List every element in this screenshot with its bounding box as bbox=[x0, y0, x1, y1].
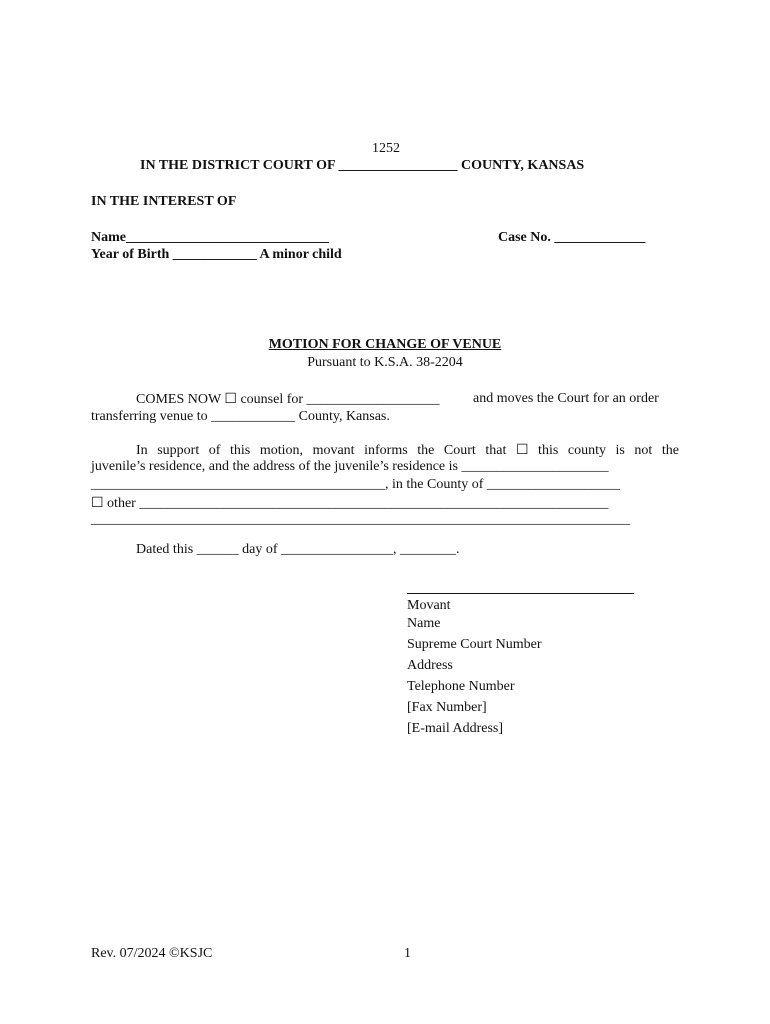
case-number-field: Case No. _____________ bbox=[498, 230, 646, 245]
telephone-label: Telephone Number bbox=[407, 679, 515, 694]
child-name-field: Name_____________________________ bbox=[91, 230, 329, 245]
para2-line2: juvenile’s residence, and the address of the juvenile’s residence is _____________________ bbox=[91, 459, 609, 474]
para1-line1-right: and moves the Court for an order bbox=[473, 391, 659, 406]
movant-label: Movant bbox=[407, 598, 451, 613]
page-number: 1 bbox=[404, 946, 411, 961]
interest-of-heading: IN THE INTEREST OF bbox=[91, 194, 237, 209]
para2-line5: _____________________________________________________________________________ bbox=[91, 512, 630, 527]
signature-block bbox=[407, 595, 542, 739]
statute-reference: Pursuant to K.S.A. 38-2204 bbox=[307, 355, 463, 370]
signature-line bbox=[407, 593, 634, 594]
court-heading: IN THE DISTRICT COURT OF _________________ COUNTY, KANSAS bbox=[140, 158, 585, 173]
motion-title: MOTION FOR CHANGE OF VENUE bbox=[268, 337, 502, 352]
address-label: Address bbox=[407, 658, 453, 673]
para2-line1: In support of this motion, movant informs the Court that ☐ this county is not the bbox=[136, 443, 679, 458]
supreme-court-number-label: Supreme Court Number bbox=[407, 637, 542, 652]
revision-footer: Rev. 07/2024 ©KSJC bbox=[91, 946, 213, 961]
name-label: Name bbox=[407, 616, 441, 631]
para1-line1-left: COMES NOW ☐ counsel for ___________________ bbox=[136, 392, 440, 407]
para1-line2: transferring venue to ____________ County, Kansas. bbox=[91, 409, 390, 424]
fax-label: [Fax Number] bbox=[407, 700, 487, 715]
year-of-birth-field: Year of Birth ____________ A minor child bbox=[91, 247, 342, 262]
para2-line3: __________________________________________, in the County of ___________________ bbox=[91, 477, 620, 492]
email-label: [E-mail Address] bbox=[407, 721, 504, 736]
dated-line: Dated this ______ day of ________________, ________. bbox=[136, 542, 460, 557]
form-number: 1252 bbox=[372, 141, 400, 156]
para2-line4: ☐ other ___________________________________________________________________ bbox=[91, 496, 609, 511]
